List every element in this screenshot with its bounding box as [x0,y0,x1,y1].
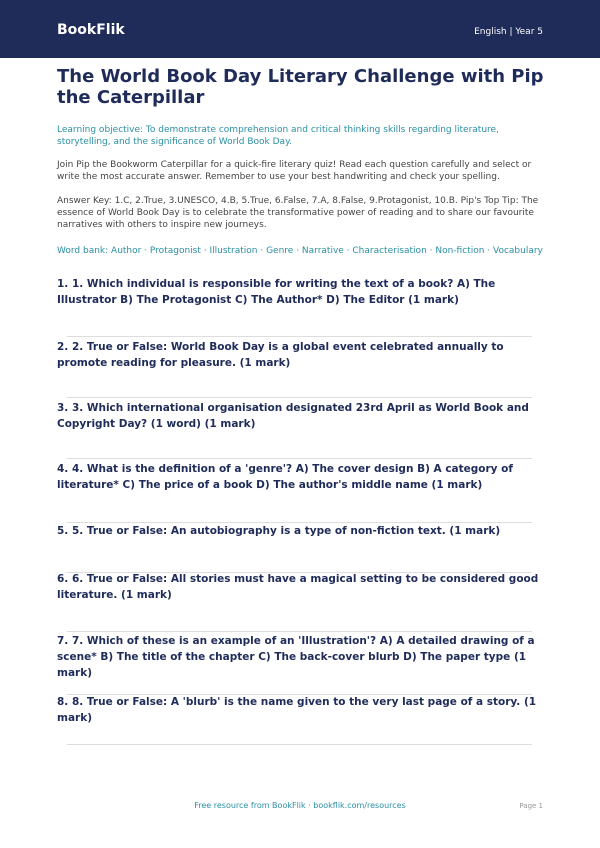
answer-line[interactable] [67,336,532,337]
answer-line[interactable] [67,458,532,459]
question-5: 5. 5. True or False: An autobiography is a type of non-fiction text. (1 mark) [57,525,501,537]
answer-line[interactable] [67,397,532,398]
header-bar [0,0,600,58]
question-4: 4. 4. What is the definition of a 'genre'? A) The cover design B) A category of literature* C) The price of a book D) The author's middle name (1 mark) [57,463,513,491]
word-bank: Word bank: Author · Protagonist · Illustration · Genre · Narrative · Characterisation · Non-fiction · Vocabulary [57,246,543,256]
question-1: 1. 1. Which individual is responsible for writing the text of a book? A) The Illustrator B) The Protagonist C) The Author* D) The Editor (1 mark) [57,278,496,306]
learning-objective: Learning objective: To demonstrate comprehension and critical thinking skills regarding literature, storytelling, and the significance of World Book Day. [57,125,499,147]
page-number: Page 1 [519,802,543,810]
question-8: 8. 8. True or False: A 'blurb' is the name given to the very last page of a story. (1 mark) [57,696,537,724]
question-2: 2. 2. True or False: World Book Day is a global event celebrated annually to promote reading for pleasure. (1 mark) [57,341,504,369]
answer-line[interactable] [67,744,532,745]
question-7: 7. 7. Which of these is an example of an 'Illustration'? A) A detailed drawing of a scene* B) The title of the chapter C) The back-cover blurb D) The paper type (1 mark) [57,635,535,679]
footer-credit: Free resource from BookFlik · bookflik.com/resources [194,801,406,810]
subject-year-label: English | Year 5 [474,27,543,37]
brand-logo: BookFlik [57,22,125,38]
question-6: 6. 6. True or False: All stories must have a magical setting to be considered good literature. (1 mark) [57,573,539,601]
page-title: The World Book Day Literary Challenge with Pip the Caterpillar [57,66,544,108]
answer-line[interactable] [67,631,532,632]
answer-key: Answer Key: 1.C, 2.True, 3.UNESCO, 4.B, 5.True, 6.False, 7.A, 8.False, 9.Protagonist, 10.B. Pip's Top Tip: The essence of World Book Day is to celebrate the transformative power of reading and to share our favourite narratives with others to inspire new journeys. [57,196,539,230]
question-3: 3. 3. Which international organisation designated 23rd April as World Book and Copyright Day? (1 word) (1 mark) [57,402,529,430]
intro-text: Join Pip the Bookworm Caterpillar for a quick-fire literary quiz! Read each question carefully and select or write the most accurate answer. Remember to use your best handwriting and check your spelling. [57,160,532,182]
